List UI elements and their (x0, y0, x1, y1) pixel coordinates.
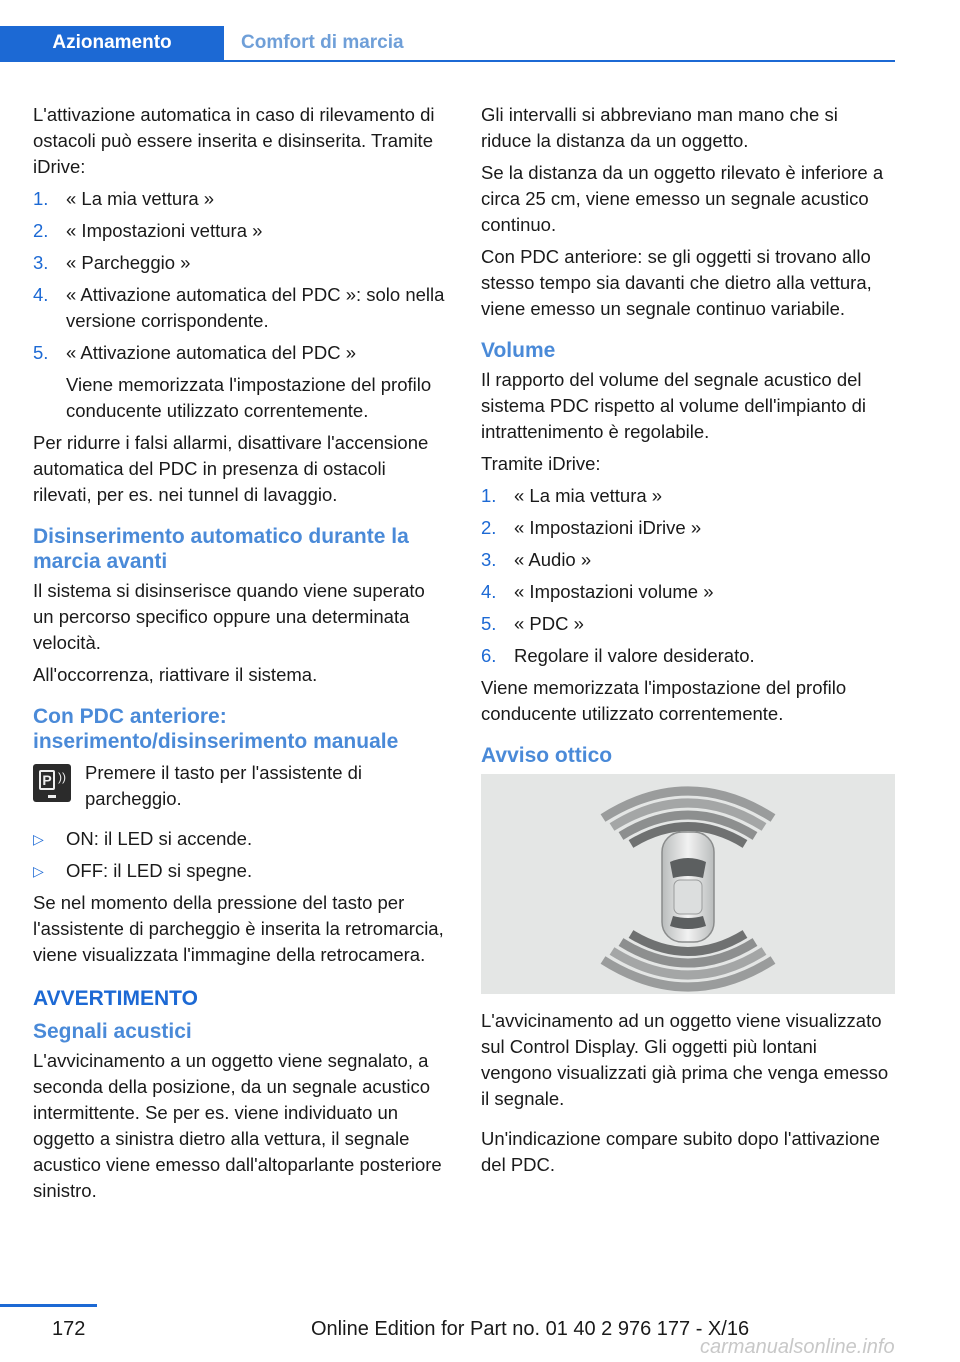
triangle-bullet-icon: ▷ (33, 831, 44, 847)
list-item: 4. « Impostazioni volume » (481, 581, 714, 602)
list-item: 5. « Attivazione automatica del PDC » Viene memorizzata l'impostazione del profilo conducente utilizzato correntemente. (33, 342, 432, 421)
list-item: 2. « Impostazioni vettura » (33, 220, 263, 241)
appears-paragraph: Un'indicazione compare subito dopo l'attivazione del PDC. (481, 1128, 880, 1175)
false-alarm-paragraph: Per ridurre i falsi allarmi, disattivare l'accensione automatica del PDC in presenza di ostacoli rilevati, per es. nei tunnel di lavaggio. (33, 432, 429, 505)
footer-divider (0, 1304, 97, 1307)
list-item: ▷ ON: il LED si accende. (33, 826, 445, 852)
list-item: 5. « PDC » (481, 613, 584, 634)
camera-paragraph: Se nel momento della pressione del tasto per l'assistente di parcheggio è inserita la retromarcia, viene visualizzata l'immagine della retrocamera. (33, 892, 444, 965)
section-tab-inactive[interactable]: Comfort di marcia (241, 32, 404, 53)
reactivate-paragraph: All'occorrenza, riattivare il sistema. (33, 664, 318, 685)
list-item: 6. Regolare il valore desiderato. (481, 645, 755, 666)
acoustic-paragraph: L'avvicinamento a un oggetto viene segnalato, a seconda della posizione, da un segnale acustico intermittente. Se per es. viene individuato un oggetto a sinistra dietro alla vettura, il segnale acustico viene emesso dall'altoparlante posteriore sinistro. (33, 1050, 442, 1201)
edition-text: Online Edition for Part no. 01 40 2 976 177 - X/16 (311, 1318, 750, 1340)
pdc-car-illustration (481, 774, 895, 994)
right-column (481, 102, 893, 1184)
triangle-bullet-icon: ▷ (33, 863, 44, 879)
volume-paragraph: Il rapporto del volume del segnale acustico del sistema PDC rispetto al volume dell'impianto di intrattenimento è regolabile. (481, 369, 866, 442)
idrive-paragraph: Tramite iDrive: (481, 453, 601, 474)
button-instruction (33, 760, 445, 812)
pdc-display-image (481, 774, 895, 994)
display-paragraph: L'avvicinamento ad un oggetto viene visualizzato sul Control Display. Gli oggetti più lontani vengono visualizzati già prima che venga emesso il segnale. (481, 1010, 889, 1109)
continuous-paragraph: Se la distanza da un oggetto rilevato è inferiore a circa 25 cm, viene emesso un segnale acustico continuo. (481, 162, 884, 235)
saved-paragraph: Viene memorizzata l'impostazione del profilo conducente utilizzato correntemente. (481, 677, 847, 724)
list-item: 4. « Attivazione automatica del PDC »: solo nella versione corrispondente. (33, 284, 445, 331)
front-pdc-paragraph: Con PDC anteriore: se gli oggetti si trovano allo stesso tempo sia davanti che dietro alla vettura, viene emesso un segnale continuo variabile. (481, 246, 872, 319)
watermark: carmanualsonline.info (700, 1336, 895, 1358)
intervals-paragraph: Gli intervalli si abbreviano man mano che si riduce la distanza da un oggetto. (481, 104, 838, 151)
list-item: 1. « La mia vettura » (33, 188, 215, 209)
header-divider (0, 60, 895, 62)
button-instruction-text: Premere il tasto per l'assistente di parcheggio. (85, 762, 363, 809)
volume-steps (481, 483, 893, 669)
list-item: 3. « Audio » (481, 549, 592, 570)
section-tab-active[interactable]: Azionamento (0, 26, 224, 60)
warning-heading: AVVERTIMENTO (33, 987, 198, 1010)
heading-manual: Con PDC anteriore: inserimento/disinserimento manuale (33, 705, 399, 753)
led-bullets (33, 826, 445, 884)
heading-auto-off: Disinserimento automatico durante la marcia avanti (33, 525, 409, 573)
heading-volume: Volume (481, 339, 556, 362)
auto-off-paragraph: Il sistema si disinserisce quando viene superato un percorso specifico oppure una determinata velocità. (33, 580, 425, 653)
list-item: 1. « La mia vettura » (481, 485, 663, 506)
page-number: 172 (52, 1318, 86, 1340)
activation-steps (33, 186, 445, 424)
list-item: 2. « Impostazioni iDrive » (481, 517, 702, 538)
heading-visual: Avviso ottico (481, 744, 613, 767)
page-header (0, 0, 895, 62)
left-column (33, 102, 445, 1210)
heading-acoustic: Segnali acustici (33, 1020, 192, 1043)
list-item: 3. « Parcheggio » (33, 252, 191, 273)
parking-assistant-button-icon: P )) (33, 764, 71, 802)
intro-paragraph: L'attivazione automatica in caso di rilevamento di ostacoli può essere inserita e disinserita. Tramite iDrive: (33, 104, 435, 177)
list-item: ▷ OFF: il LED si spegne. (33, 858, 445, 884)
